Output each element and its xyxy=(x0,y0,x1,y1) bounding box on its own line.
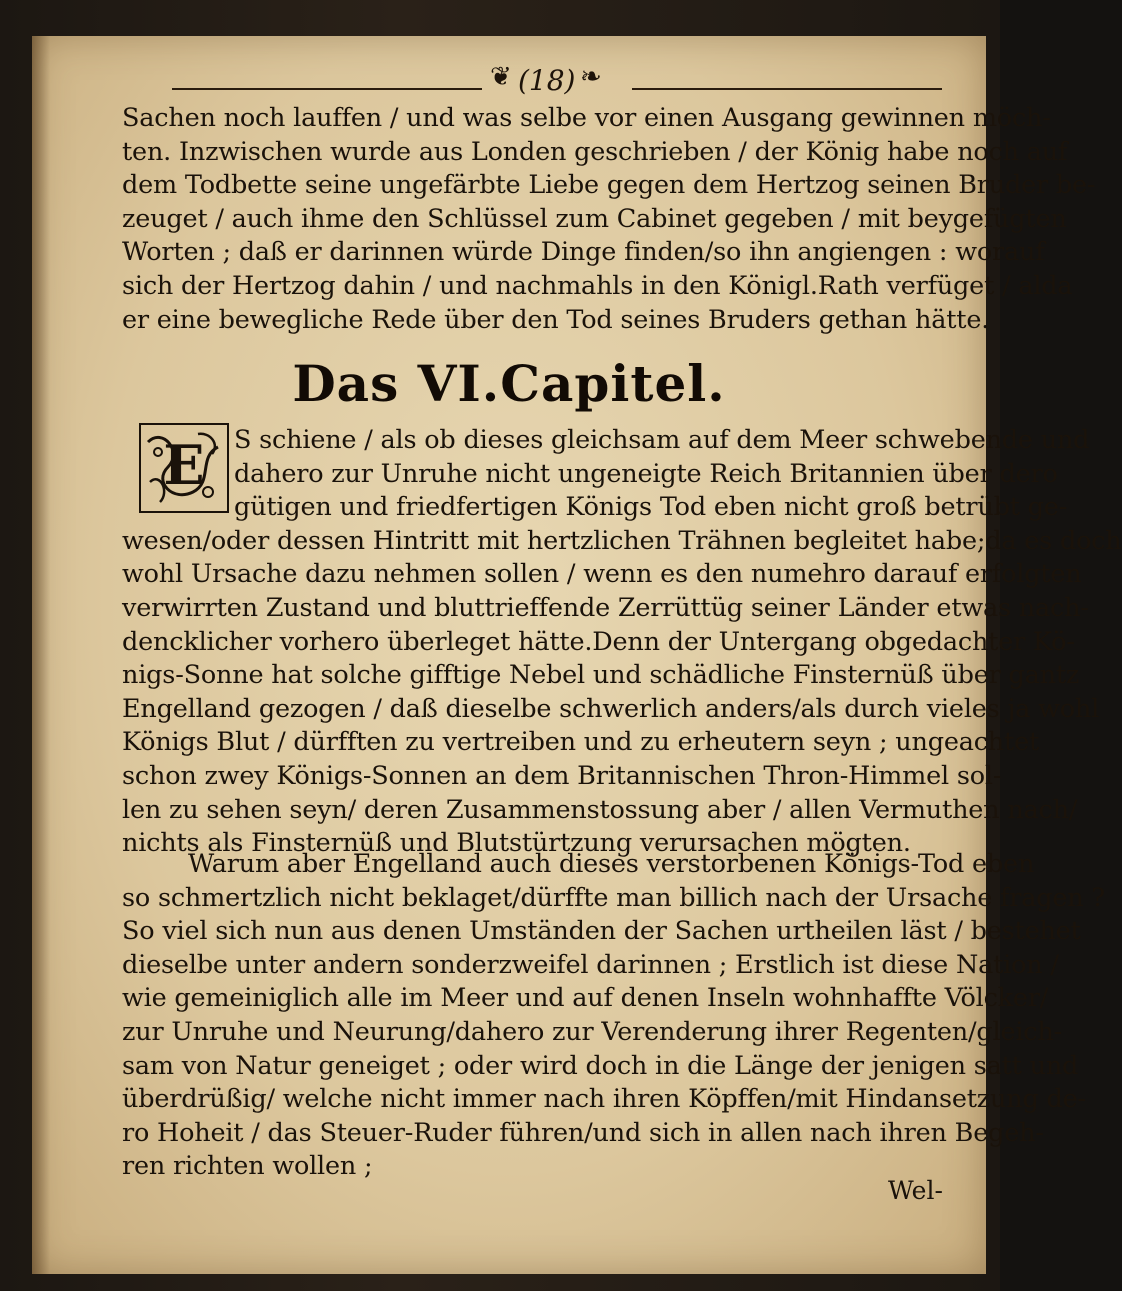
text-line: So viel sich nun aus denen Umständen der Sachen urtheilen läst / bestehet xyxy=(122,916,1081,947)
text-line: verwirrten Zustand und bluttrieffende Zerrüttüg seiner Länder etwas nach- xyxy=(122,592,1089,623)
text-line: überdrüßig/ welche nicht immer nach ihren Köpffen/mit Hindansetzung de- xyxy=(122,1084,1086,1115)
fleuron-left-icon: ❦ xyxy=(490,62,512,92)
drop-cap-letter: E xyxy=(163,433,205,497)
text-line: sich der Hertzog dahin / und nachmahls in den Königl.Rath verfüget / alda xyxy=(122,270,1073,301)
second-paragraph xyxy=(122,848,1105,1184)
book-page xyxy=(32,36,1122,1274)
text-line: Worten ; daß er darinnen würde Dinge finden/so ihn angiengen : worauf xyxy=(122,237,1045,268)
page-number: (18) xyxy=(518,64,576,97)
text-line: wie gemeiniglich alle im Meer und auf denen Inseln wohnhaffte Völcker/ xyxy=(122,983,1049,1014)
text-line: ren richten wollen ; xyxy=(122,1151,373,1182)
catchword: Wel- xyxy=(888,1176,943,1205)
page-edge-shadow xyxy=(32,36,50,1274)
chapter-paragraph xyxy=(122,424,1122,861)
text-line: ro Hoheit / das Steuer-Ruder führen/und sich in allen nach ihren Begeh- xyxy=(122,1117,1044,1148)
text-line: Sachen noch lauffen / und was selbe vor einen Ausgang gewinnen möch- xyxy=(122,103,1051,133)
text-line: Engelland gezogen / daß dieselbe schwerlich anders/als durch vieles ja wohl xyxy=(122,693,1100,724)
text-line: zeuget / auch ihme den Schlüssel zum Cabinet gegeben / mit beygefügten xyxy=(122,203,1067,234)
text-line: er eine bewegliche Rede über den Tod seines Bruders gethan hätte. xyxy=(122,304,990,335)
text-line: Königs Blut / dürfften zu vertreiben und zu erheutern seyn ; ungeachtet xyxy=(122,727,1040,758)
header-rule-left xyxy=(172,88,482,90)
text-line: S schiene / als ob dieses gleichsam auf dem Meer schwebende und xyxy=(234,425,1090,455)
chapter-title: Das VI.Capitel. xyxy=(292,354,726,413)
text-line: len zu sehen seyn/ deren Zusammenstossung aber / allen Vermuthen nach/ xyxy=(122,794,1078,825)
text-line: schon zwey Königs-Sonnen an dem Britannischen Thron-Himmel sol- xyxy=(122,760,1002,791)
header-rule-right xyxy=(632,88,942,90)
text-line: wesen/oder dessen Hintritt mit hertzlichen Trähnen begleitet habe;da es doch xyxy=(122,525,1122,556)
text-line: sam von Natur geneiget ; oder wird doch in die Länge der jenigen satt und xyxy=(122,1050,1079,1081)
top-paragraph xyxy=(122,102,1096,337)
text-line: nichts als Finsternüß und Blutstürtzung verursachen mögten. xyxy=(122,828,911,859)
text-line: zur Unruhe und Neurung/dahero zur Verenderung ihrer Regenten/gleich- xyxy=(122,1016,1063,1047)
page-header xyxy=(32,50,986,100)
text-line: Warum aber Engelland auch dieses verstorbenen Königs-Tod eben xyxy=(188,849,1035,879)
text-line: dem Todbette seine ungefärbte Liebe gegen dem Hertzog seinen Bruder be- xyxy=(122,170,1096,201)
text-line: so schmertzlich nicht beklaget/dürffte man billich nach der Ursache fragen ? xyxy=(122,882,1105,913)
text-line: gütigen und friedfertigen Königs Tod eben nicht groß betrübt ge- xyxy=(234,492,1068,523)
text-line: ten. Inzwischen wurde aus Londen geschrieben / der König habe noch auf xyxy=(122,136,1068,167)
text-line: dahero zur Unruhe nicht ungeneigte Reich Britannien über dero xyxy=(234,458,1058,489)
text-line: nigs-Sonne hat solche gifftige Nebel und schädliche Finsternüß über gantz xyxy=(122,660,1080,691)
fleuron-right-icon: ❧ xyxy=(580,62,602,92)
text-line: wohl Ursache dazu nehmen sollen / wenn es den numehro darauf erfolgten xyxy=(122,559,1082,590)
text-line: dieselbe unter andern sonderzweifel darinnen ; Erstlich ist diese Nation / xyxy=(122,949,1059,980)
text-line: dencklicher vorhero überleget hätte.Denn der Untergang obgedachter Kö- xyxy=(122,626,1075,657)
